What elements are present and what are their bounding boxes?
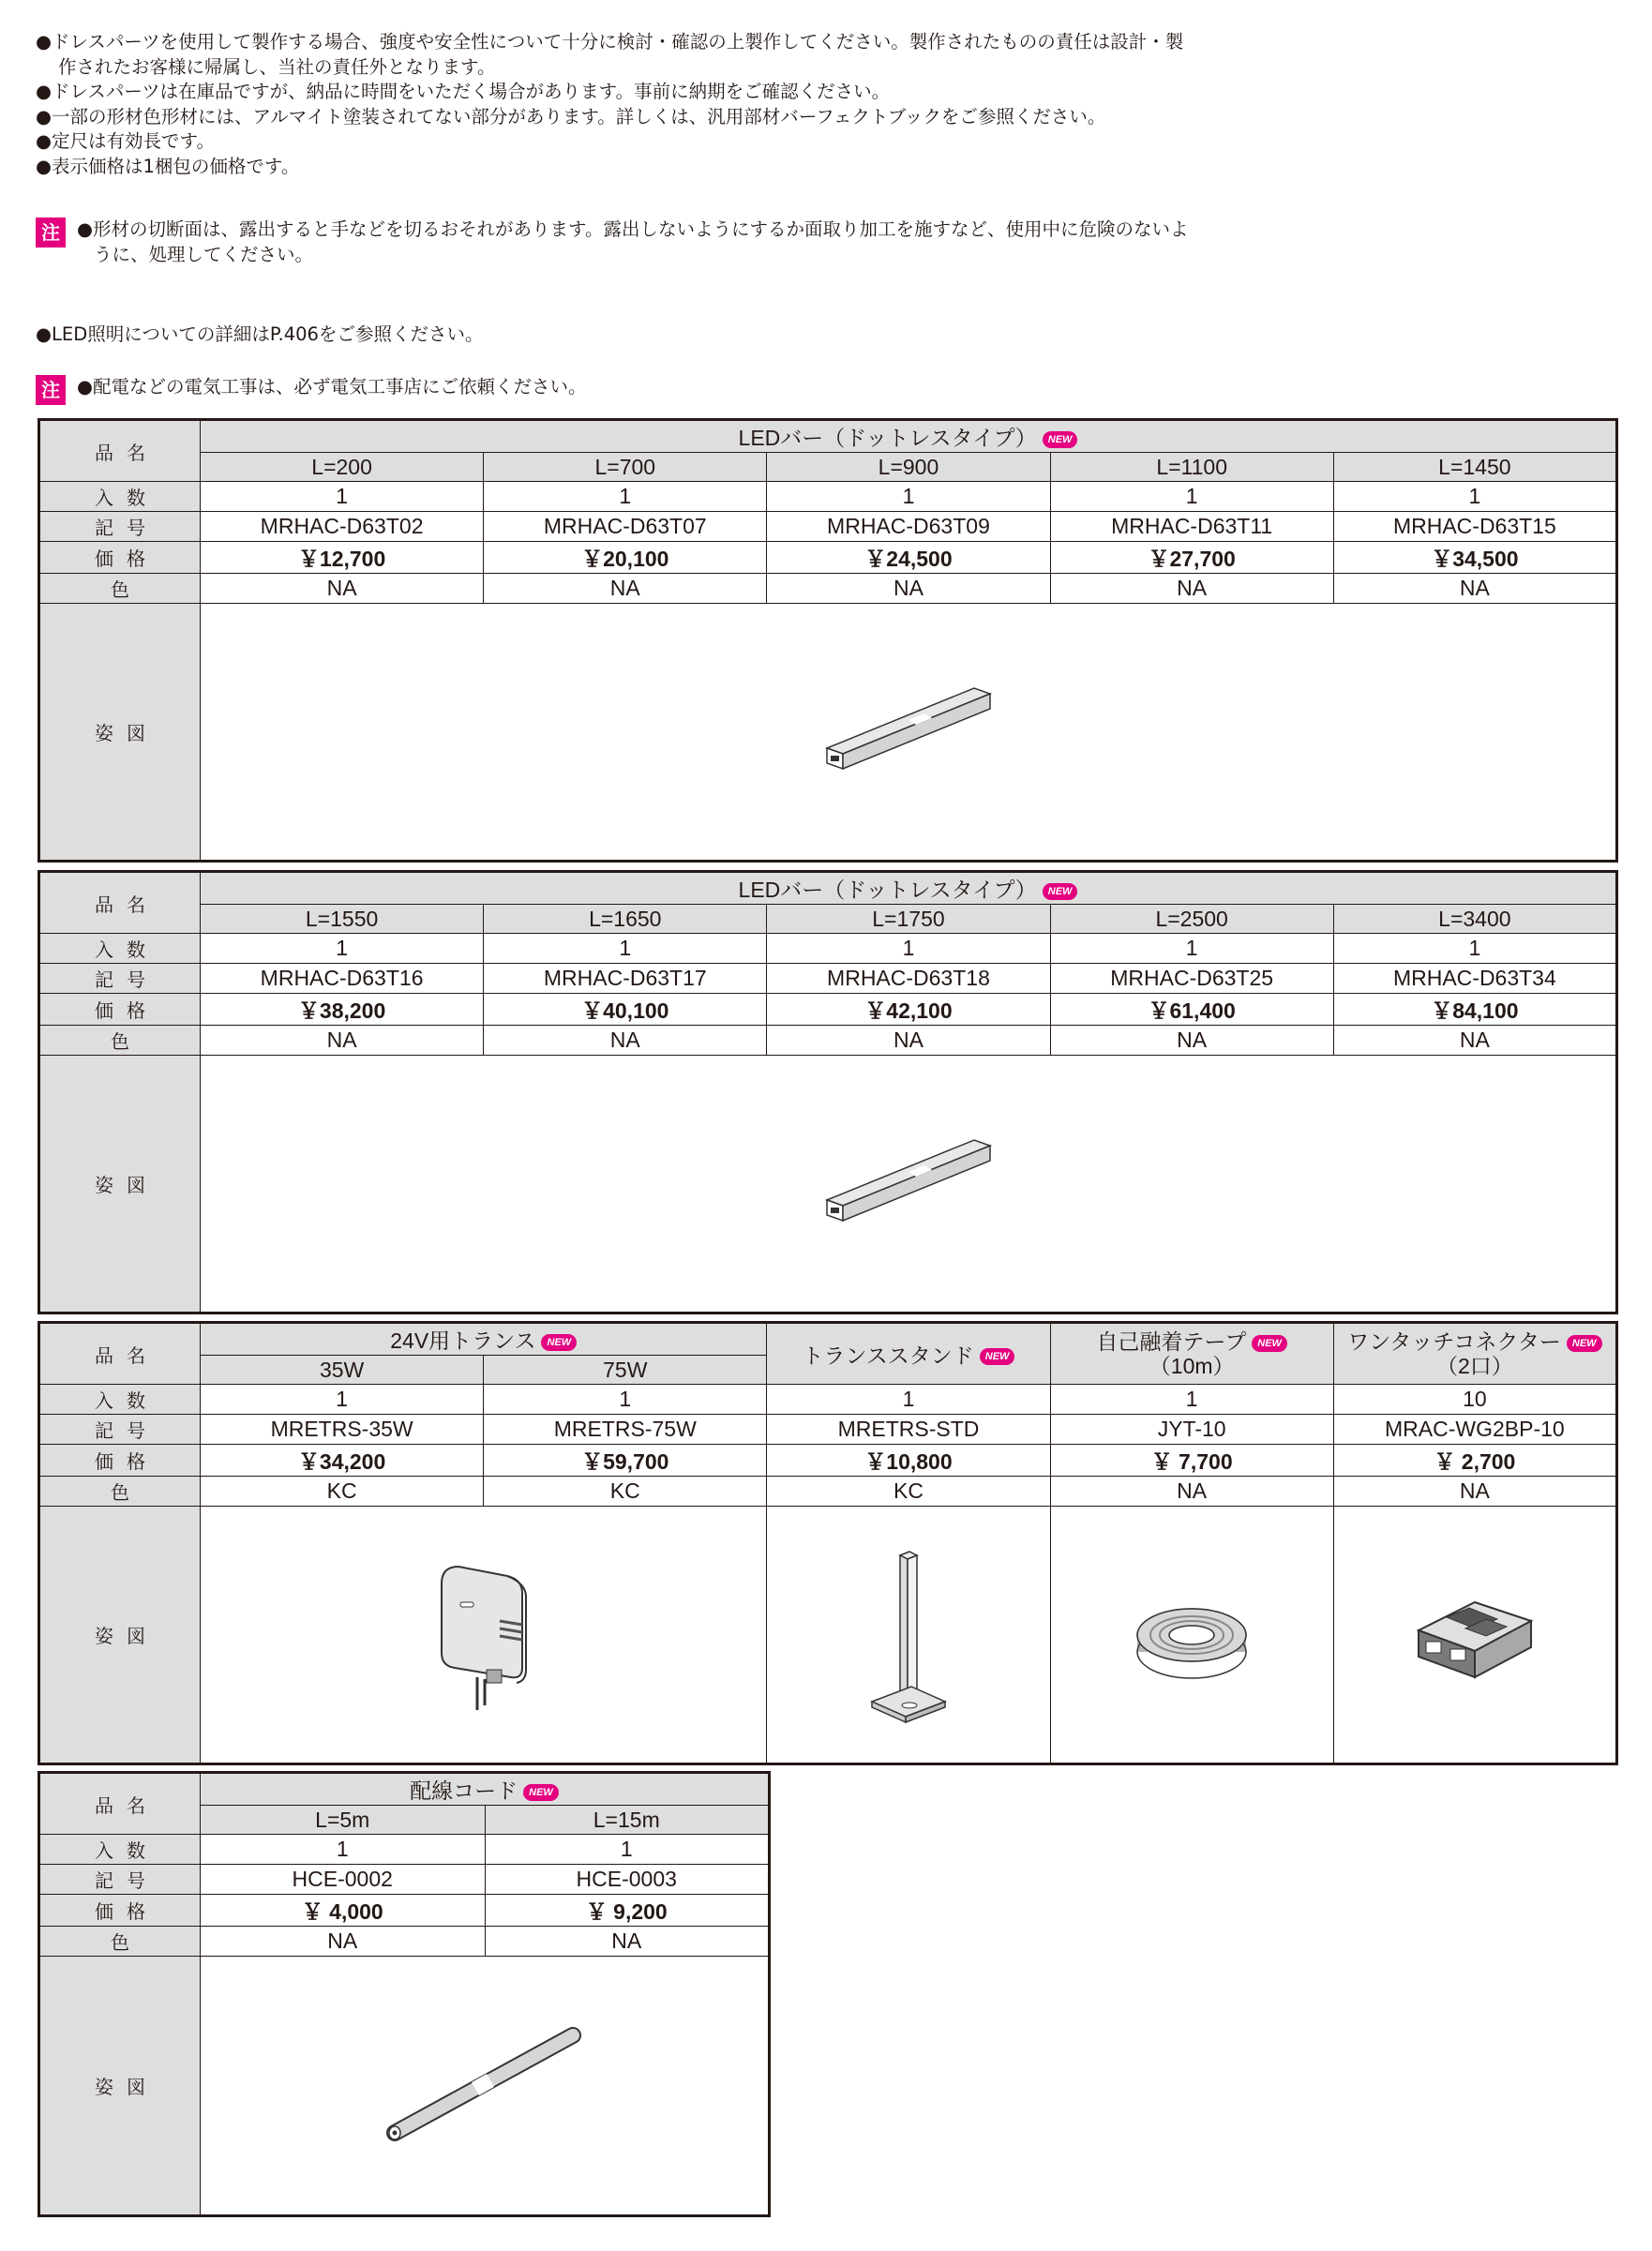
- caution-text: ●配電などの電気工事は、必ず電気工事店にご依頼ください。: [77, 376, 587, 398]
- color-cell: NA: [1333, 1026, 1616, 1056]
- note-line: ●一部の形材色形材には、アルマイト塗装されてない部分があります。詳しくは、汎用部材バーフェクトブックをご参照ください。: [36, 105, 1106, 128]
- color-cell: KC: [484, 1477, 767, 1507]
- led-bar-illustration: [819, 681, 998, 784]
- qty-cell: 1: [484, 482, 767, 512]
- color-cell: NA: [1050, 1477, 1333, 1507]
- color-cell: NA: [1050, 1026, 1333, 1056]
- spec-table-led-bar-1: [38, 418, 1618, 863]
- spec-table-led-bar-2: [38, 870, 1618, 1314]
- cord-figure: [201, 1957, 770, 2216]
- label-price: 価格: [39, 994, 201, 1026]
- price-cell: ￥24,500: [767, 542, 1050, 574]
- color-cell: NA: [1050, 574, 1333, 604]
- code-cell: MRHAC-D63T25: [1050, 964, 1333, 994]
- label-name: 品名: [39, 1773, 201, 1835]
- code-cell: MRHAC-D63T34: [1333, 964, 1616, 994]
- price-cell: ￥10,800: [767, 1445, 1050, 1477]
- wattage-cell: 75W: [484, 1356, 767, 1385]
- label-figure: 姿図: [39, 1507, 201, 1764]
- length-cell: L=1750: [767, 905, 1050, 934]
- transformer-illustration: [432, 1555, 535, 1715]
- product-title-connector: ワンタッチコネクター NEW （2口）: [1333, 1323, 1616, 1385]
- label-color: 色: [39, 1026, 201, 1056]
- product-title: LEDバー（ドットレスタイプ） NEW: [201, 420, 1617, 453]
- length-cell: L=3400: [1333, 905, 1616, 934]
- qty-cell: 1: [1050, 934, 1333, 964]
- led-bar-illustration: [819, 1133, 998, 1236]
- new-badge: NEW: [523, 1784, 559, 1801]
- color-cell: NA: [484, 1026, 767, 1056]
- color-cell: NA: [485, 1927, 770, 1957]
- price-cell: ￥59,700: [484, 1445, 767, 1477]
- transformer-figure: [201, 1507, 767, 1764]
- product-subtitle: （10m）: [1149, 1354, 1235, 1378]
- color-cell: KC: [767, 1477, 1050, 1507]
- new-badge: NEW: [1043, 883, 1078, 900]
- price-cell: ￥61,400: [1050, 994, 1333, 1026]
- cord-illustration: [382, 2020, 588, 2152]
- caution-electrical: [36, 375, 1217, 400]
- code-cell: HCE-0002: [201, 1865, 486, 1895]
- tape-roll-illustration: [1131, 1588, 1253, 1682]
- code-cell: MRHAC-D63T17: [484, 964, 767, 994]
- code-cell: MRHAC-D63T11: [1050, 512, 1333, 542]
- color-cell: NA: [201, 1026, 484, 1056]
- price-cell: ￥34,500: [1333, 542, 1616, 574]
- caution-cutting: [36, 218, 1217, 267]
- caution-mark: 注: [36, 218, 66, 248]
- price-cell: ￥27,700: [1050, 542, 1333, 574]
- length-cell: L=1100: [1050, 453, 1333, 482]
- color-cell: NA: [767, 574, 1050, 604]
- connector-illustration: [1409, 1583, 1540, 1687]
- stand-figure: [767, 1507, 1050, 1764]
- label-qty: 入数: [39, 934, 201, 964]
- tape-figure: [1050, 1507, 1333, 1764]
- code-cell: MRHAC-D63T16: [201, 964, 484, 994]
- label-code: 記号: [39, 1415, 201, 1445]
- product-subtitle: （2口）: [1435, 1354, 1513, 1378]
- caution-mark: 注: [36, 375, 66, 405]
- price-cell: ￥84,100: [1333, 994, 1616, 1026]
- product-title-tape: 自己融着テープ NEW （10m）: [1050, 1323, 1333, 1385]
- code-cell: MRHAC-D63T09: [767, 512, 1050, 542]
- length-cell: L=1650: [484, 905, 767, 934]
- qty-cell: 1: [1050, 1385, 1333, 1415]
- label-qty: 入数: [39, 482, 201, 512]
- led-reference-note: ●LED照明についての詳細はP.406をご参照ください。: [36, 323, 484, 345]
- color-cell: NA: [201, 574, 484, 604]
- product-title-trans: 24V用トランス NEW: [201, 1323, 767, 1356]
- code-cell: HCE-0003: [485, 1865, 770, 1895]
- new-badge: NEW: [541, 1334, 577, 1351]
- price-cell: ￥42,100: [767, 994, 1050, 1026]
- qty-cell: 1: [1333, 934, 1616, 964]
- label-price: 価格: [39, 1895, 201, 1927]
- color-cell: NA: [484, 574, 767, 604]
- color-cell: NA: [767, 1026, 1050, 1056]
- new-badge: NEW: [980, 1348, 1015, 1365]
- price-cell: ￥38,200: [201, 994, 484, 1026]
- spec-table-accessories: [38, 1321, 1618, 1765]
- code-cell: MRETRS-STD: [767, 1415, 1050, 1445]
- label-price: 価格: [39, 1445, 201, 1477]
- color-cell: KC: [201, 1477, 484, 1507]
- label-code: 記号: [39, 964, 201, 994]
- qty-cell: 1: [767, 482, 1050, 512]
- code-cell: MRHAC-D63T18: [767, 964, 1050, 994]
- length-cell: L=900: [767, 453, 1050, 482]
- label-name: 品名: [39, 420, 201, 482]
- wattage-cell: 35W: [201, 1356, 484, 1385]
- length-cell: L=5m: [201, 1806, 486, 1835]
- note-line: ●ドレスパーツを使用して製作する場合、強度や安全性について十分に検討・確認の上製作してください。製作されたものの責任は設計・製: [36, 31, 1184, 53]
- price-cell: ￥12,700: [201, 542, 484, 574]
- code-cell: MRHAC-D63T07: [484, 512, 767, 542]
- connector-figure: [1333, 1507, 1616, 1764]
- qty-cell: 1: [485, 1835, 770, 1865]
- label-code: 記号: [39, 1865, 201, 1895]
- code-cell: MRAC-WG2BP-10: [1333, 1415, 1616, 1445]
- new-badge: NEW: [1252, 1335, 1287, 1352]
- length-cell: L=1550: [201, 905, 484, 934]
- label-color: 色: [39, 574, 201, 604]
- code-cell: MRHAC-D63T02: [201, 512, 484, 542]
- price-cell: ￥ 4,000: [201, 1895, 486, 1927]
- led-bar-figure: [201, 604, 1617, 862]
- note-line: ●表示価格は1梱包の価格です。: [36, 155, 300, 177]
- note-line: 作されたお客様に帰属し、当社の責任外となります。: [58, 55, 496, 78]
- length-cell: L=1450: [1333, 453, 1616, 482]
- qty-cell: 1: [201, 1835, 486, 1865]
- qty-cell: 1: [484, 934, 767, 964]
- code-cell: JYT-10: [1050, 1415, 1333, 1445]
- product-title: 配線コード NEW: [201, 1773, 770, 1806]
- label-name: 品名: [39, 872, 201, 934]
- label-code: 記号: [39, 512, 201, 542]
- color-cell: NA: [1333, 574, 1616, 604]
- new-badge: NEW: [1567, 1335, 1602, 1352]
- qty-cell: 1: [201, 1385, 484, 1415]
- price-cell: ￥20,100: [484, 542, 767, 574]
- stand-illustration: [866, 1546, 951, 1724]
- qty-cell: 1: [484, 1385, 767, 1415]
- qty-cell: 10: [1333, 1385, 1616, 1415]
- label-figure: 姿図: [39, 1957, 201, 2216]
- price-cell: ￥34,200: [201, 1445, 484, 1477]
- label-figure: 姿図: [39, 604, 201, 862]
- qty-cell: 1: [1050, 482, 1333, 512]
- product-title: LEDバー（ドットレスタイプ） NEW: [201, 872, 1617, 905]
- price-cell: ￥ 7,700: [1050, 1445, 1333, 1477]
- code-cell: MRETRS-35W: [201, 1415, 484, 1445]
- product-title-stand: トランススタンド NEW: [767, 1323, 1050, 1385]
- length-cell: L=2500: [1050, 905, 1333, 934]
- length-cell: L=200: [201, 453, 484, 482]
- price-cell: ￥ 9,200: [485, 1895, 770, 1927]
- qty-cell: 1: [201, 482, 484, 512]
- code-cell: MRETRS-75W: [484, 1415, 767, 1445]
- label-qty: 入数: [39, 1835, 201, 1865]
- qty-cell: 1: [1333, 482, 1616, 512]
- label-price: 価格: [39, 542, 201, 574]
- color-cell: NA: [1333, 1477, 1616, 1507]
- qty-cell: 1: [767, 1385, 1050, 1415]
- label-figure: 姿図: [39, 1056, 201, 1313]
- qty-cell: 1: [201, 934, 484, 964]
- color-cell: NA: [201, 1927, 486, 1957]
- label-color: 色: [39, 1927, 201, 1957]
- label-name: 品名: [39, 1323, 201, 1385]
- general-notes: [36, 30, 1217, 179]
- length-cell: L=15m: [485, 1806, 770, 1835]
- label-qty: 入数: [39, 1385, 201, 1415]
- note-line: ●定尺は有効長です。: [36, 130, 215, 152]
- price-cell: ￥ 2,700: [1333, 1445, 1616, 1477]
- caution-text: ●形材の切断面は、露出すると手などを切るおそれがあります。露出しないようにするか面取り加工を施すなど、使用中に危険のないよ: [77, 218, 1189, 240]
- new-badge: NEW: [1043, 431, 1078, 448]
- led-bar-figure: [201, 1056, 1617, 1313]
- price-cell: ￥40,100: [484, 994, 767, 1026]
- spec-table-cord: [38, 1771, 771, 2217]
- note-line: ●ドレスパーツは在庫品ですが、納品に時間をいただく場合があります。事前に納期をご確認ください。: [36, 81, 891, 102]
- length-cell: L=700: [484, 453, 767, 482]
- caution-text: うに、処理してください。: [94, 243, 314, 265]
- code-cell: MRHAC-D63T15: [1333, 512, 1616, 542]
- label-color: 色: [39, 1477, 201, 1507]
- qty-cell: 1: [767, 934, 1050, 964]
